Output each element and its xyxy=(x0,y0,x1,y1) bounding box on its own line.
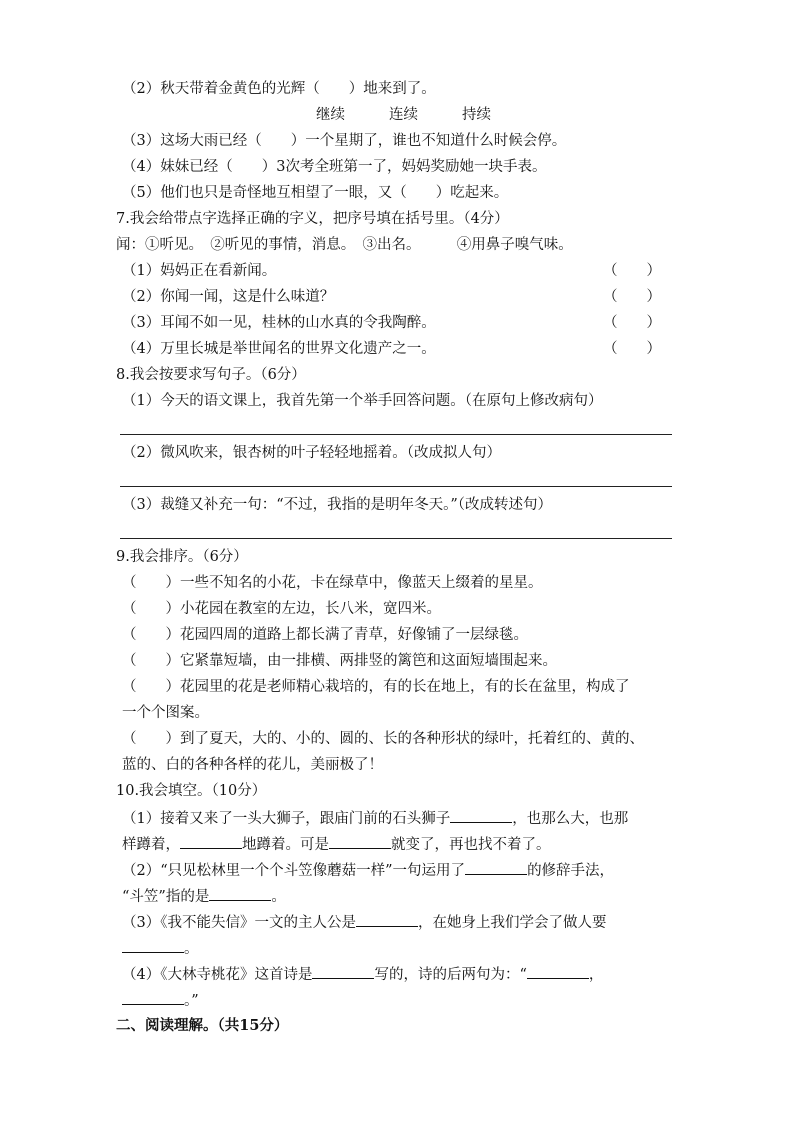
fill-blank[interactable] xyxy=(209,886,271,901)
q6-option: 继续 xyxy=(316,107,345,123)
q7-title: 7.我会给带点字选择正确的字义，把序号填在括号里。（4分） xyxy=(116,211,509,227)
q10-text: 地蹲着。可是 xyxy=(242,837,329,853)
q9-item: （ ）花园里的花是老师精心栽培的，有的长在地上，有的长在盆里，构成了 xyxy=(122,679,630,695)
q8-item-2: （2）微风吹来，银杏树的叶子轻轻地摇着。（改成拟人句） xyxy=(122,445,501,461)
q6-item-3: （3）这场大雨已经（ ）一个星期了，谁也不知道什么时候会停。 xyxy=(122,133,567,149)
q7-item-1: （1）妈妈正在看新闻。 xyxy=(122,263,277,279)
q10-text: 。 xyxy=(184,941,199,957)
q6-item-2: （2）秋天带着金黄色的光辉（ ）地来到了。 xyxy=(122,81,436,97)
fill-blank[interactable] xyxy=(465,860,527,875)
q9-item: （ ）一些不知名的小花，卡在绿草中，像蓝天上缀着的星星。 xyxy=(122,575,543,591)
q10-line-2 xyxy=(122,834,551,854)
fill-blank[interactable] xyxy=(527,964,589,979)
q10-line-6 xyxy=(122,938,199,958)
q10-text: （1）接着又来了一头大狮子，跟庙门前的石头狮子 xyxy=(122,811,451,827)
fill-blank[interactable] xyxy=(122,938,184,953)
q10-text: 。” xyxy=(184,993,199,1009)
q7-answer-paren[interactable]: （ ） xyxy=(603,289,661,305)
q9-item: （ ）到了夏天，大的、小的、圆的、长的各种形状的绿叶，托着红的、黄的、 xyxy=(122,731,644,747)
q8-item-1: （1）今天的语文课上，我首先第一个举手回答问题。（在原句上修改病句） xyxy=(122,393,603,409)
fill-blank[interactable] xyxy=(122,990,184,1005)
q10-line-8 xyxy=(122,990,199,1010)
q6-word-options xyxy=(316,106,535,124)
q8-answer-line[interactable] xyxy=(120,434,672,435)
q6-item-4: （4）妹妹已经（ ）3次考全班第一了，妈妈奖励她一块手表。 xyxy=(122,159,547,175)
q9-item: （ ）它紧靠短墙，由一排横、两排竖的篱笆和这面短墙围起来。 xyxy=(122,653,557,669)
q10-line-5 xyxy=(122,912,606,932)
q10-text: 就变了，再也找不着了。 xyxy=(391,837,551,853)
q9-item-continued: 一个个图案。 xyxy=(122,705,209,721)
q10-line-4 xyxy=(122,886,286,906)
q7-answer-paren[interactable]: （ ） xyxy=(603,263,661,279)
q8-title: 8.我会按要求写句子。（6分） xyxy=(116,367,306,383)
q6-option: 连续 xyxy=(389,107,418,123)
fill-blank[interactable] xyxy=(450,808,512,823)
q10-text: 的修辞手法， xyxy=(527,863,615,879)
q10-text: 样蹲着， xyxy=(122,837,180,853)
q9-title: 9.我会排序。（6分） xyxy=(116,549,248,565)
q7-answer-paren[interactable]: （ ） xyxy=(603,341,661,357)
q10-text: （3）《我不能失信》一文的主人公是 xyxy=(122,915,356,931)
q7-meanings: 闻：①听见。 ②听见的事情，消息。 ③出名。 ④用鼻子嗅气味。 xyxy=(116,237,573,253)
q8-item-3: （3）裁缝又补充一句：“不过，我指的是明年冬天。”（改成转述句） xyxy=(122,497,553,513)
q6-item-5: （5）他们也只是奇怪地互相望了一眼，又（ ）吃起来。 xyxy=(122,185,509,201)
q10-text: （4）《大林寺桃花》这首诗是 xyxy=(122,967,313,983)
q10-text: ，也那么大，也那 xyxy=(512,811,629,827)
fill-blank[interactable] xyxy=(180,834,242,849)
q10-line-7 xyxy=(122,964,603,984)
q9-item: （ ）小花园在教室的左边，长八米，宽四米。 xyxy=(122,601,441,617)
fill-blank[interactable] xyxy=(312,964,374,979)
q7-item-2: （2）你闻一闻，这是什么味道？ xyxy=(122,289,335,305)
q10-text: （2）“只见松林里一个个斗笠像蘑菇一样”一句运用了 xyxy=(122,863,466,879)
section-2-heading: 二、阅读理解。（共15分） xyxy=(116,1017,289,1034)
fill-blank[interactable] xyxy=(329,834,391,849)
q8-answer-line[interactable] xyxy=(120,538,672,539)
q10-text: 。 xyxy=(271,889,286,905)
fill-blank[interactable] xyxy=(356,912,418,927)
q8-answer-line[interactable] xyxy=(120,486,672,487)
q10-text: ，在她身上我们学会了做人要 xyxy=(417,915,607,931)
q6-option: 持续 xyxy=(462,107,491,123)
q9-item: （ ）花园四周的道路上都长满了青草，好像铺了一层绿毯。 xyxy=(122,627,528,643)
q10-text: ， xyxy=(588,967,604,983)
q7-item-3: （3）耳闻不如一见，桂林的山水真的令我陶醉。 xyxy=(122,315,436,331)
q10-text: 写的，诗的后两句为：“ xyxy=(374,967,527,983)
q10-line-3 xyxy=(122,860,614,880)
q10-text: “斗笠”指的是 xyxy=(122,889,210,905)
q9-item-continued: 蓝的、白的各种各样的花儿，美丽极了！ xyxy=(122,757,383,773)
q7-answer-paren[interactable]: （ ） xyxy=(603,315,661,331)
q7-item-4: （4）万里长城是举世闻名的世界文化遗产之一。 xyxy=(122,341,436,357)
q10-line-1 xyxy=(122,808,628,828)
q10-title: 10.我会填空。（10分） xyxy=(116,783,267,799)
